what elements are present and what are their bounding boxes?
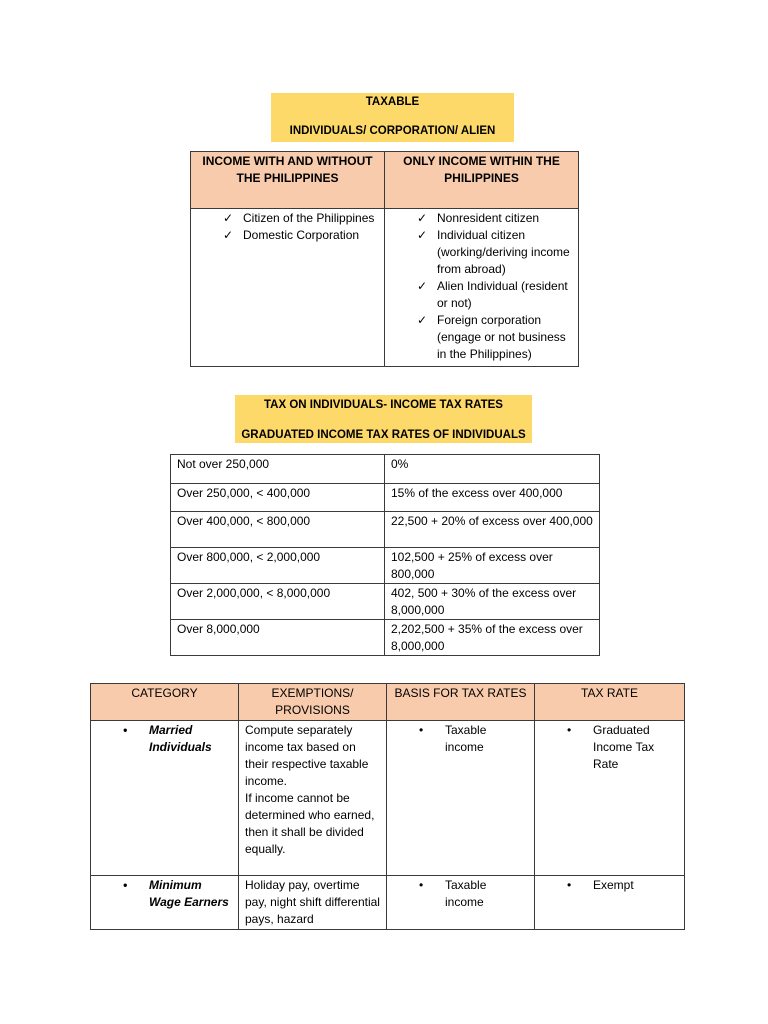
taxable-heading-line1: TAXABLE [365,96,420,108]
category-label: • Minimum Wage Earners [97,877,232,911]
provision-text: If income cannot be determined who earned, then it shall be divided equally. [245,791,375,856]
table-row [171,512,600,548]
rate-cell [535,876,685,930]
basis-text: • Taxable income [393,877,528,911]
scope-list-item: ✓ Foreign corporation (engage or not business in the Philippines) [385,312,572,363]
bracket-cell: Over 800,000, < 2,000,000 [171,548,385,584]
table-row [91,876,685,930]
bracket-cell: Over 250,000, < 400,000 [171,484,385,512]
basis-cell [387,721,535,876]
scope-list-item: ✓ Alien Individual (resident or not) [385,278,572,312]
table-row [171,584,600,620]
table-row [171,620,600,656]
table-row [91,721,685,876]
scope-list-item: ✓ Nonresident citizen [385,210,572,227]
bracket-cell: Over 8,000,000 [171,620,385,656]
provisions-cell [239,721,387,876]
table-row [171,455,600,484]
provision-text: Holiday pay, overtime pay, night shift differential pays, hazard [245,878,380,926]
provisions-cell [239,876,387,930]
table-row [171,484,600,512]
bracket-cell: Over 2,000,000, < 8,000,000 [171,584,385,620]
table-row [171,548,600,584]
scope-header-within: ONLY INCOME WITHIN THE PHILIPPINES [385,152,579,209]
provision-text: Compute separately income tax based on their respective taxable income. [245,723,369,788]
taxable-heading-line2: INDIVIDUALS/ CORPORATION/ ALIEN [289,125,496,137]
category-cell [91,721,239,876]
header-category: CATEGORY [91,684,239,721]
bracket-cell: Not over 250,000 [171,455,385,484]
scope-list-item: ✓ Citizen of the Philippines [191,210,378,227]
scope-cell-within [385,209,579,367]
category-label: • Married Individuals [97,722,232,756]
graduated-rates-table [170,454,600,656]
basis-cell [387,876,535,930]
category-cell [91,876,239,930]
basis-text: • Taxable income [393,722,528,756]
bracket-cell: Over 400,000, < 800,000 [171,512,385,548]
tax-rate-text: • Exempt [541,877,678,894]
rate-cell: 2,202,500 + 35% of the excess over 8,000,000 [385,620,600,656]
header-exemptions: EXEMPTIONS/ PROVISIONS [239,684,387,721]
rates-heading-line1: TAX ON INDIVIDUALS- INCOME TAX RATES [264,399,503,411]
rate-cell: 402, 500 + 30% of the excess over 8,000,000 [385,584,600,620]
rate-cell [535,721,685,876]
tax-rate-text: • Graduated Income Tax Rate [541,722,678,773]
scope-list-item: ✓ Domestic Corporation [191,227,378,244]
rates-heading-line2: GRADUATED INCOME TAX RATES OF INDIVIDUALS [241,429,526,441]
header-tax-rate: TAX RATE [535,684,685,721]
rate-cell: 22,500 + 20% of excess over 400,000 [385,512,600,548]
scope-list-item: ✓ Individual citizen (working/deriving income from abroad) [385,227,572,278]
taxable-heading [271,93,514,142]
scope-header-worldwide: INCOME WITH AND WITHOUT THE PHILIPPINES [191,152,385,209]
rate-cell: 0% [385,455,600,484]
scope-cell-worldwide [191,209,385,367]
category-table [90,683,685,930]
income-tax-rates-heading [235,395,532,443]
rate-cell: 15% of the excess over 400,000 [385,484,600,512]
rate-cell: 102,500 + 25% of excess over 800,000 [385,548,600,584]
income-scope-table [190,151,579,367]
header-basis: BASIS FOR TAX RATES [387,684,535,721]
